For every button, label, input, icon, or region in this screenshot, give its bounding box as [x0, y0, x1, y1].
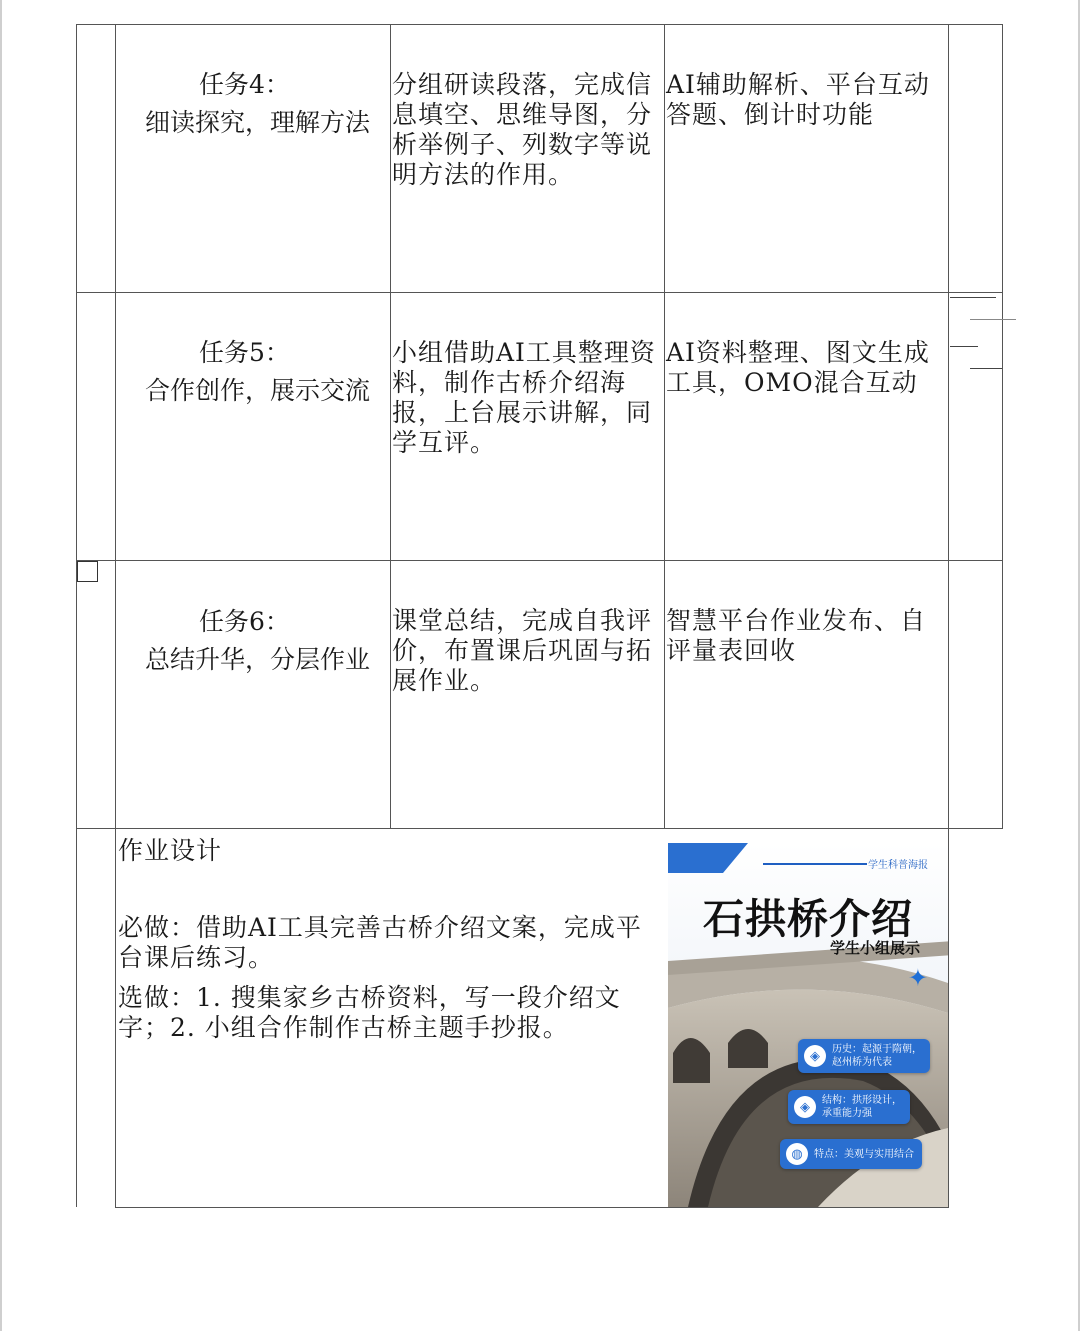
poster-chip-history [798, 1039, 930, 1073]
poster-chip-structure [788, 1090, 910, 1124]
table-divider-4 [948, 24, 949, 1207]
row-checkbox[interactable] [77, 561, 98, 582]
margin-mark [950, 297, 996, 298]
task-title [115, 334, 389, 410]
task-description: 合作创作，展示交流 [145, 376, 371, 405]
task-number: 任务5： [199, 338, 290, 367]
homework-heading: 作业设计 [118, 836, 223, 865]
table-border-bottom [115, 1207, 949, 1208]
margin-mark [970, 319, 1016, 320]
activity-cell: 小组借助AI工具整理资料，制作古桥介绍海报，上台展示讲解，同学互评。 [392, 338, 656, 457]
poster-rule [763, 863, 867, 865]
homework-required: 必做：借助AI工具完善古桥介绍文案，完成平台课后练习。 [118, 913, 642, 972]
task-number: 任务4： [199, 70, 290, 99]
margin-mark [970, 368, 1002, 369]
chip-text: 特点：美观与实用结合 [814, 1148, 914, 1160]
poster-subtitle: 学生小组展示 [829, 939, 920, 957]
sparkle-icon: ✦ [907, 964, 928, 992]
table-border-left [76, 24, 77, 1207]
row-divider-2 [76, 560, 1003, 561]
globe-icon: ◍ [786, 1143, 808, 1165]
table-border-right [1002, 24, 1003, 828]
layers-icon: ◈ [794, 1096, 816, 1118]
task-title [115, 603, 389, 679]
tech-cell: AI资料整理、图文生成工具，OMO混合互动 [666, 338, 930, 397]
tech-cell: AI辅助解析、平台互动答题、倒计时功能 [666, 70, 930, 129]
chip-text: 结构：拱形设计， 承重能力强 [822, 1095, 902, 1119]
activity-cell: 分组研读段落，完成信息填空、思维导图，分析举例子、列数字等说明方法的作用。 [392, 70, 653, 189]
table-divider-3 [664, 24, 665, 828]
page-frame-left [0, 0, 2, 1331]
margin-mark [950, 346, 978, 347]
task-title [115, 66, 389, 142]
table-border-top [76, 24, 1003, 25]
task-description: 细读探究，理解方法 [145, 108, 371, 137]
task-description: 总结升华，分层作业 [145, 645, 371, 674]
activity-cell: 课堂总结，完成自我评价，布置课后巩固与拓展作业。 [392, 606, 653, 695]
layers-icon: ◈ [804, 1045, 826, 1067]
bridge-poster [668, 843, 948, 1207]
row-divider-3 [76, 828, 1003, 829]
poster-kicker: 学生科普海报 [868, 860, 928, 871]
poster-title: 石拱桥介绍 [703, 895, 913, 943]
tech-cell: 智慧平台作业发布、自评量表回收 [666, 606, 927, 665]
chip-text: 历史：起源于隋朝， 赵州桥为代表 [832, 1044, 922, 1068]
poster-chip-feature [780, 1139, 922, 1169]
task-number: 任务6： [199, 607, 290, 636]
homework-optional: 选做：1. 搜集家乡古桥资料，写一段介绍文字；2. 小组合作制作古桥主题手抄报。 [118, 983, 621, 1042]
table-divider-2 [390, 24, 391, 828]
row-divider-1 [76, 292, 1003, 293]
